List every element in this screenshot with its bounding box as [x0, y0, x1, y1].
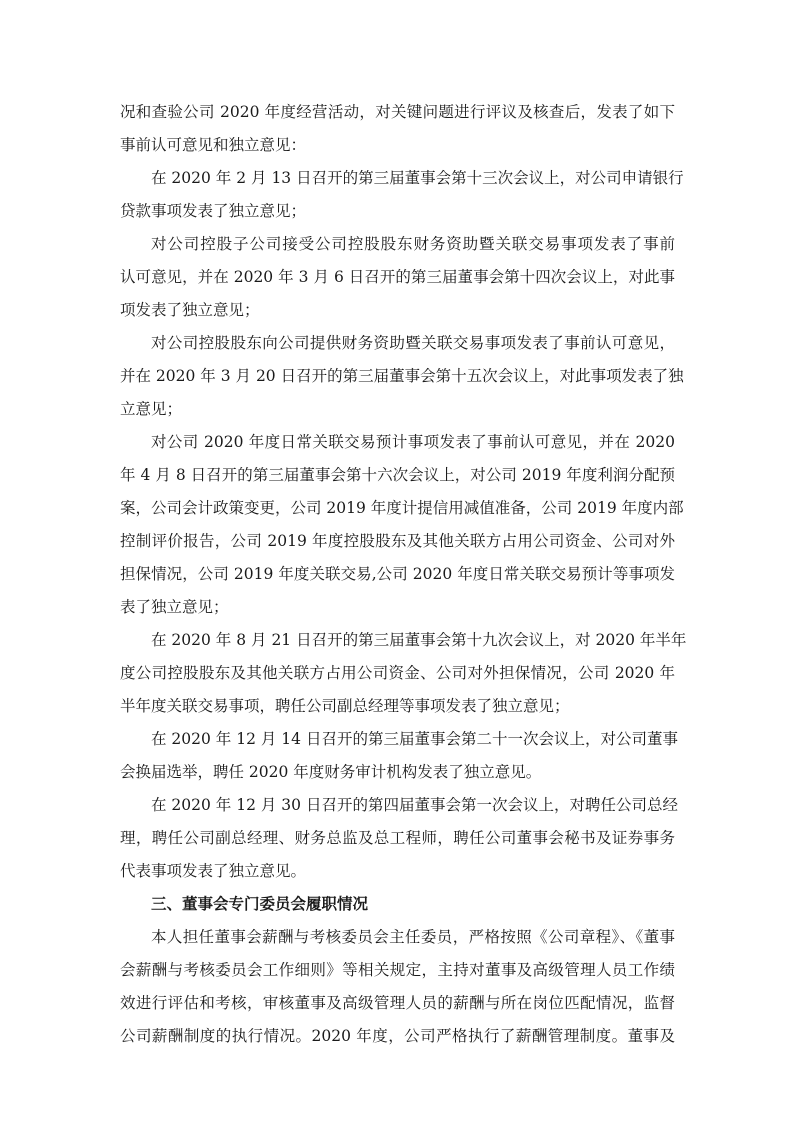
paragraph-line: 项发表了独立意见；: [120, 301, 260, 319]
paragraph-line: 对公司控股子公司接受公司控股股东财务资助暨关联交易事项发表了事前: [151, 235, 675, 253]
section-heading: 三、董事会专门委员会履职情况: [151, 895, 369, 913]
paragraph-line: 在 2020 年 2 月 13 日召开的第三届董事会第十三次会议上，对公司申请银行: [151, 169, 684, 187]
paragraph-line: 在 2020 年 12 月 30 日召开的第四届董事会第一次会议上，对聘任公司总经: [151, 796, 678, 814]
paragraph-line: 况和查验公司 2020 年度经营活动，对关键问题进行评议及核查后，发表了如下: [120, 103, 675, 121]
paragraph-line: 公司薪酬制度的执行情况。2020 年度，公司严格执行了薪酬管理制度。董事及: [120, 1027, 675, 1045]
paragraph-line: 对公司 2020 年度日常关联交易预计事项发表了事前认可意见，并在 2020: [151, 433, 675, 451]
paragraph-line: 会换届选举，聘任 2020 年度财务审计机构发表了独立意见。: [120, 763, 542, 781]
paragraph-line: 表了独立意见；: [120, 598, 229, 616]
paragraph-line: 半年度关联交易事项，聘任公司副总经理等事项发表了独立意见；: [120, 697, 570, 715]
paragraph-line: 立意见；: [120, 400, 183, 418]
paragraph-line: 控制评价报告，公司 2019 年度控股股东及其他关联方占用公司资金、公司对外: [120, 532, 675, 550]
paragraph-line: 在 2020 年 8 月 21 日召开的第三届董事会第十九次会议上，对 2020 年半年: [151, 631, 687, 649]
paragraph-line: 担保情况，公司 2019 年度关联交易,公司 2020 年度日常关联交易预计等事项发: [120, 565, 675, 583]
paragraph-line: 理，聘任公司副总经理、财务总监及总工程师，聘任公司董事会秘书及证券事务: [120, 829, 675, 847]
paragraph-line: 会薪酬与考核委员会工作细则》等相关规定，主持对董事及高级管理人员工作绩: [120, 961, 675, 979]
paragraph-line: 度公司控股股东及其他关联方占用公司资金、公司对外担保情况，公司 2020 年: [120, 664, 675, 682]
paragraph-line: 年 4 月 8 日召开的第三届董事会第十六次会议上，对公司 2019 年度利润分配预: [120, 466, 675, 484]
paragraph-line: 代表事项发表了独立意见。: [120, 862, 307, 880]
paragraph-line: 在 2020 年 12 月 14 日召开的第三届董事会第二十一次会议上，对公司董事: [151, 730, 678, 748]
paragraph-line: 贷款事项发表了独立意见；: [120, 202, 307, 220]
paragraph-line: 效进行评估和考核，审核董事及高级管理人员的薪酬与所在岗位匹配情况，监督: [120, 994, 675, 1012]
paragraph-line: 案，公司会计政策变更，公司 2019 年度计提信用减值准备，公司 2019 年度内部: [120, 499, 684, 517]
paragraph-line: 对公司控股股东向公司提供财务资助暨关联交易事项发表了事前认可意见，: [151, 334, 675, 352]
paragraph-line: 事前认可意见和独立意见：: [120, 136, 307, 154]
paragraph-line: 并在 2020 年 3 月 20 日召开的第三届董事会第十五次会议上，对此事项发表了独: [120, 367, 684, 385]
paragraph-line: 本人担任董事会薪酬与考核委员会主任委员，严格按照《公司章程》、《董事: [151, 928, 675, 946]
paragraph-line: 认可意见，并在 2020 年 3 月 6 日召开的第三届董事会第十四次会议上，对此事: [120, 268, 675, 286]
